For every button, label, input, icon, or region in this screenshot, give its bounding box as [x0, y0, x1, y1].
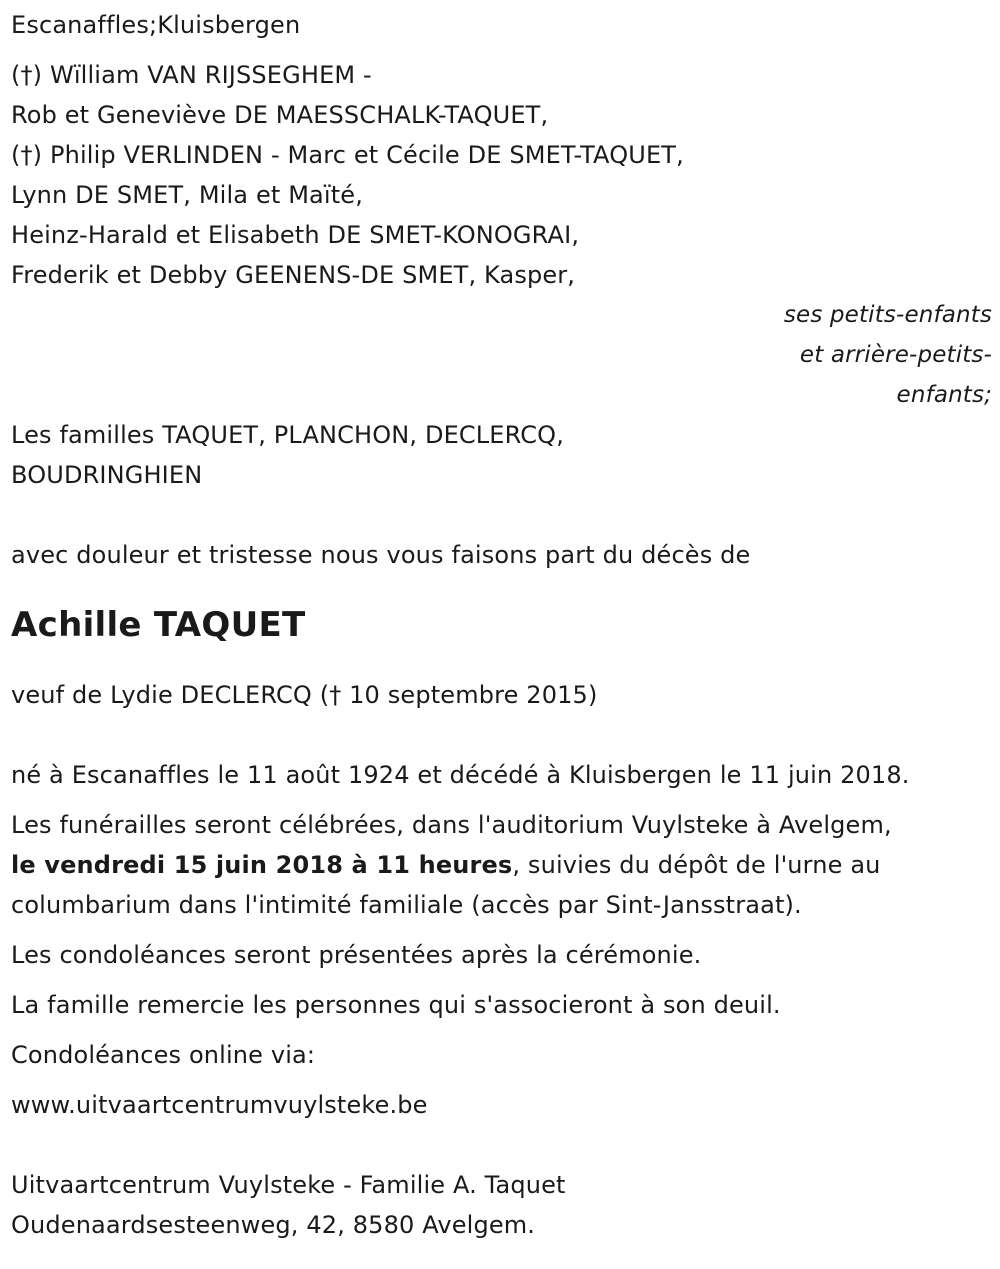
family-line-1: (†) Wïlliam VAN RIJSSEGHEM - — [11, 61, 372, 89]
family-line-6: Frederik et Debby GEENENS-DE SMET, Kasper, — [11, 261, 576, 289]
families-line-1: Les familles TAQUET, PLANCHON, DECLERCQ, — [11, 421, 564, 449]
funeral-line-3: columbarium dans l'intimité familiale (accès par Sint-Jansstraat). — [11, 891, 802, 919]
grandchildren-label-3: enfants; — [896, 382, 992, 408]
families-line-2: BOUDRINGHIEN — [11, 461, 203, 489]
funeral-line-2-rest: , suivies du dépôt de l'urne au — [512, 851, 881, 879]
widower-line: veuf de Lydie DECLERCQ († 10 septembre 2015) — [11, 681, 598, 709]
place-header: Escanaffles;Kluisbergen — [11, 11, 301, 39]
deceased-name: Achille TAQUET — [11, 605, 306, 645]
funeral-date-time: le vendredi 15 juin 2018 à 11 heures — [11, 851, 513, 879]
funeral-line-1: Les funérailles seront célébrées, dans l'auditorium Vuylsteke à Avelgem, — [11, 811, 892, 839]
birth-death-line: né à Escanaffles le 11 août 1924 et décédé à Kluisbergen le 11 juin 2018. — [11, 761, 910, 789]
family-line-5: Heinz-Harald et Elisabeth DE SMET-KONOGRAI, — [11, 221, 580, 249]
condolences-note: Les condoléances seront présentées après la cérémonie. — [11, 941, 702, 969]
condolences-website-link[interactable]: www.uitvaartcentrumvuylsteke.be — [11, 1091, 428, 1119]
grandchildren-label-2: et arrière-petits- — [799, 342, 992, 368]
grandchildren-label-1: ses petits-enfants — [783, 302, 992, 328]
family-line-3: (†) Philip VERLINDEN - Marc et Cécile DE SMET-TAQUET, — [11, 141, 684, 169]
family-line-4: Lynn DE SMET, Mila et Maïté, — [11, 181, 363, 209]
announcement: avec douleur et tristesse nous vous faisons part du décès de — [11, 541, 751, 569]
online-condolences-label: Condoléances online via: — [11, 1041, 316, 1069]
undertaker-name: Uitvaartcentrum Vuylsteke - Familie A. Taquet — [11, 1171, 566, 1199]
thanks-line: La famille remercie les personnes qui s'associeront à son deuil. — [11, 991, 781, 1019]
funeral-line-2 — [11, 845, 992, 885]
obituary-document — [11, 0, 992, 1245]
family-line-2: Rob et Geneviève DE MAESSCHALK-TAQUET, — [11, 101, 549, 129]
undertaker-address: Oudenaardsesteenweg, 42, 8580 Avelgem. — [11, 1211, 536, 1239]
